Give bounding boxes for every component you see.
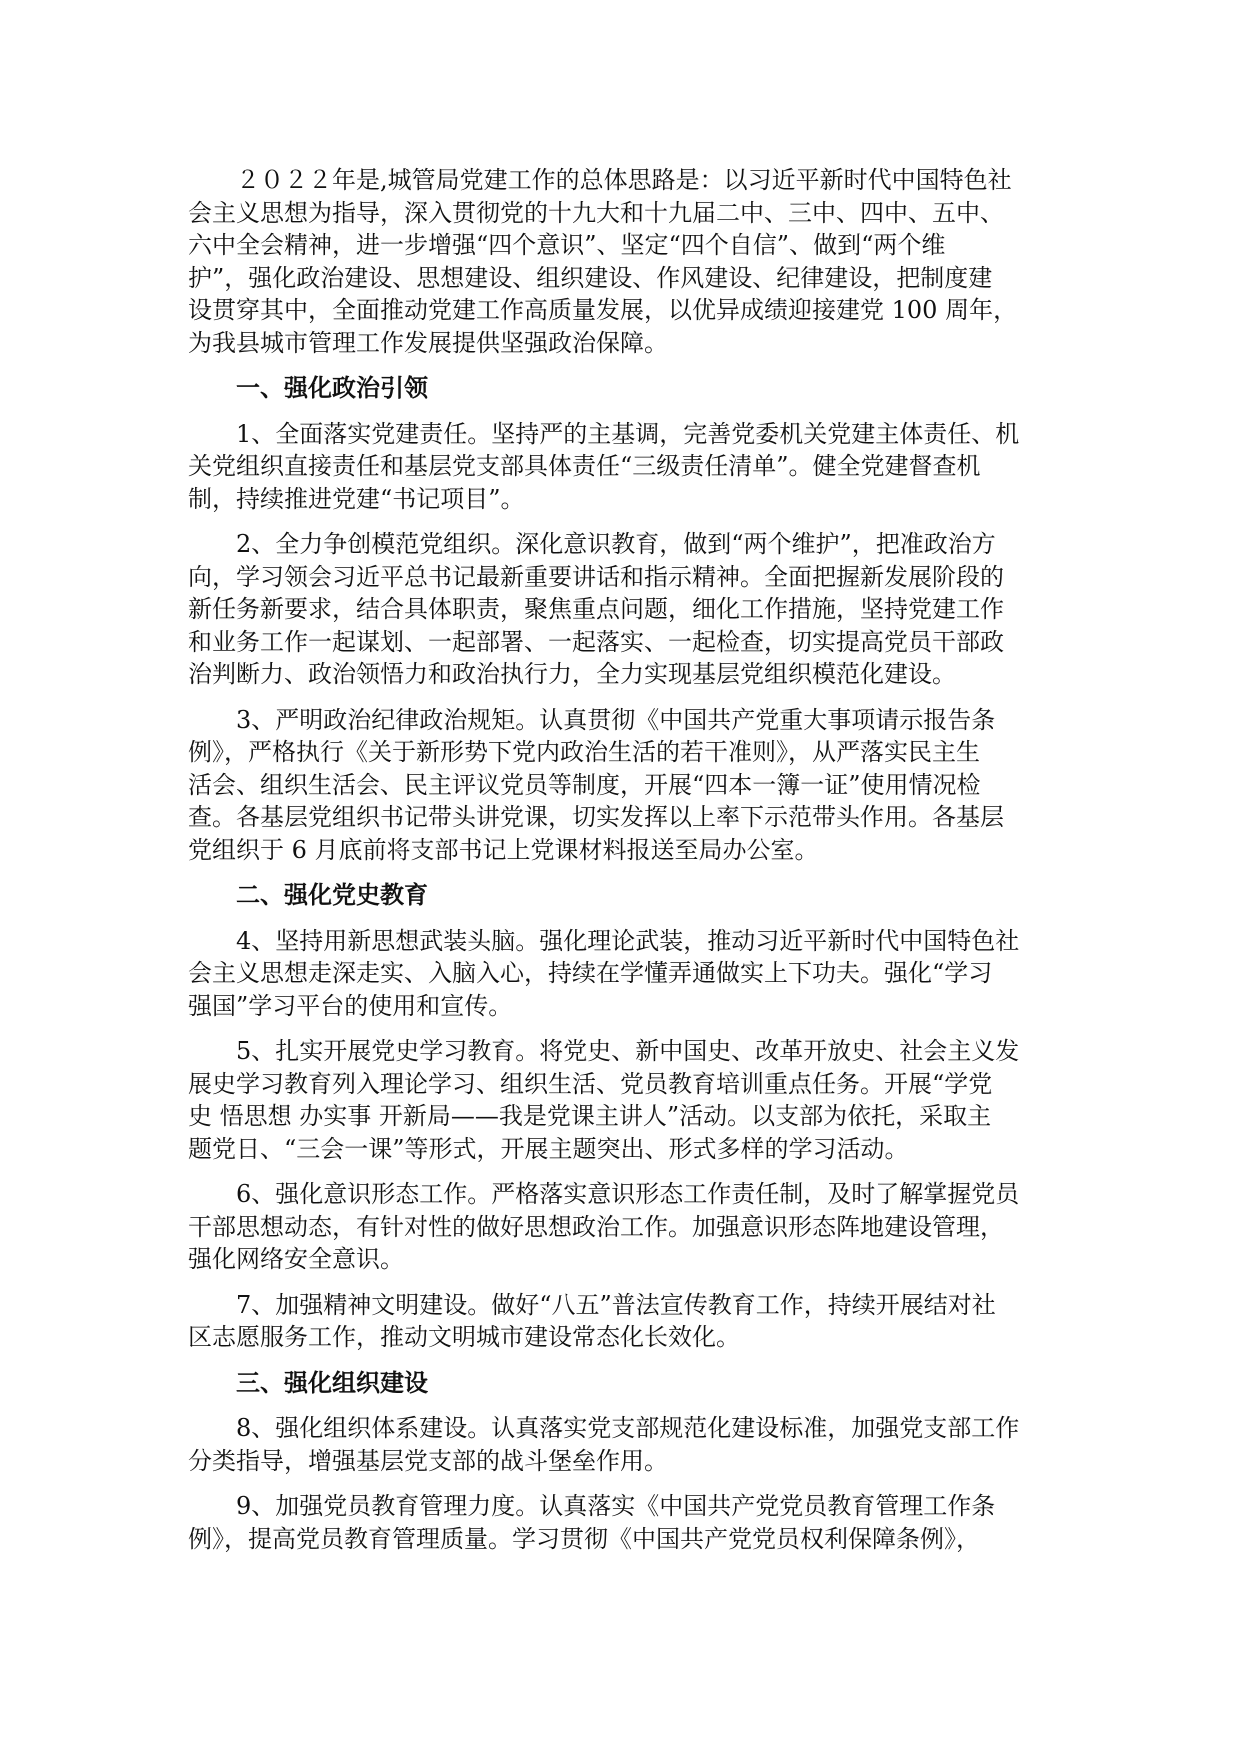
intro-paragraph xyxy=(188,164,1054,359)
text-line: 强国”学习平台的使用和宣传。 xyxy=(188,991,513,1020)
paragraph-4 xyxy=(188,925,1054,1023)
text-line: 5、扎实开展党史学习教育。将党史、新中国史、改革开放史、社会主义发 xyxy=(236,1037,1020,1065)
text-line: 4、坚持用新思想武装头脑。强化理论武装，推动习近平新时代中国特色社 xyxy=(236,926,1020,955)
text-line: 为我县城市管理工作发展提供坚强政治保障。 xyxy=(188,328,668,357)
text-line: 史 悟思想 办实事 开新局——我是党课主讲人”活动。以支部为依托，采取主 xyxy=(188,1102,992,1130)
paragraph-6 xyxy=(188,1178,1054,1276)
text-line: 分类指导，增强基层党支部的战斗堡垒作用。 xyxy=(188,1446,668,1475)
text-line: 制，持续推进党建“书记项目”。 xyxy=(188,484,525,513)
text-line: 6、强化意识形态工作。严格落实意识形态工作责任制，及时了解掌握党员 xyxy=(236,1180,1020,1208)
paragraph-9 xyxy=(188,1490,1054,1555)
text-line: 例》，严格执行《关于新形势下党内政治生活的若干准则》，从严落实民主生 xyxy=(188,738,980,766)
text-line: 题党日、“三会一课”等形式，开展主题突出、形式多样的学习活动。 xyxy=(188,1134,909,1163)
text-line: 和业务工作一起谋划、一起部署、一起落实、一起检查，切实提高党员干部政 xyxy=(188,627,1004,656)
document-page xyxy=(188,164,1054,1568)
paragraph-5 xyxy=(188,1035,1054,1165)
text-line: 9、加强党员教育管理力度。认真落实《中国共产党党员教育管理工作条 xyxy=(236,1492,996,1520)
text-line: 党组织于 6 月底前将支部书记上党课材料报送至局办公室。 xyxy=(188,835,819,864)
text-line: 六中全会精神，进一步增强“四个意识”、坚定“四个自信”、做到“两个维 xyxy=(188,231,946,259)
text-line: 会主义思想为指导，深入贯彻党的十九大和十九届二中、三中、四中、五中、 xyxy=(188,198,1004,227)
text-line: 会主义思想走深走实、入脑入心，持续在学懂弄通做实上下功夫。强化“学习 xyxy=(188,959,993,987)
paragraph-7 xyxy=(188,1289,1054,1354)
text-line: 设贯穿其中，全面推动党建工作高质量发展，以优异成绩迎接建党 100 周年， xyxy=(188,296,1018,324)
text-line: 强化网络安全意识。 xyxy=(188,1245,404,1273)
text-line: 3、严明政治纪律政治规矩。认真贯彻《中国共产党重大事项请示报告条 xyxy=(236,705,996,734)
text-line: ２０２２年是,城管局党建工作的总体思路是：以习近平新时代中国特色社 xyxy=(236,166,1012,194)
section-heading: 二、强化党史教育 xyxy=(236,880,428,909)
paragraph-2 xyxy=(188,528,1054,691)
text-line: 展史学习教育列入理论学习、组织生活、党员教育培训重点任务。开展“学党 xyxy=(188,1069,993,1098)
text-line: 1、全面落实党建责任。坚持严的主基调，完善党委机关党建主体责任、机 xyxy=(236,419,1020,448)
paragraph-1 xyxy=(188,418,1054,516)
paragraph-8 xyxy=(188,1412,1054,1477)
text-line: 查。各基层党组织书记带头讲党课，切实发挥以上率下示范带头作用。各基层 xyxy=(188,803,1004,831)
text-line: 2、全力争创模范党组织。深化意识教育，做到“两个维护”，把准政治方 xyxy=(236,530,996,558)
text-line: 7、加强精神文明建设。做好“八五”普法宣传教育工作，持续开展结对社 xyxy=(236,1290,996,1319)
section-heading: 三、强化组织建设 xyxy=(236,1367,428,1397)
text-line: 新任务新要求，结合具体职责，聚焦重点问题，细化工作措施，坚持党建工作 xyxy=(188,595,1004,623)
paragraph-3 xyxy=(188,704,1054,867)
section-heading: 一、强化政治引领 xyxy=(236,373,428,402)
text-line: 向，学习领会习近平总书记最新重要讲话和指示精神。全面把握新发展阶段的 xyxy=(188,562,1004,591)
text-line: 护”，强化政治建设、思想建设、组织建设、作风建设、纪律建设，把制度建 xyxy=(188,263,993,292)
text-line: 例》，提高党员教育管理质量。学习贯彻《中国共产党党员权利保障条例》， xyxy=(188,1524,980,1553)
text-line: 关党组织直接责任和基层党支部具体责任“三级责任清单”。健全党建督查机 xyxy=(188,452,981,480)
text-line: 8、强化组织体系建设。认真落实党支部规范化建设标准，加强党支部工作 xyxy=(236,1414,1020,1442)
text-line: 活会、组织生活会、民主评议党员等制度，开展“四本一簿一证”使用情况检 xyxy=(188,770,981,799)
text-line: 区志愿服务工作，推动文明城市建设常态化长效化。 xyxy=(188,1323,740,1351)
text-line: 干部思想动态，有针对性的做好思想政治工作。加强意识形态阵地建设管理， xyxy=(188,1212,1004,1241)
text-line: 治判断力、政治领悟力和政治执行力，全力实现基层党组织模范化建设。 xyxy=(188,660,956,688)
